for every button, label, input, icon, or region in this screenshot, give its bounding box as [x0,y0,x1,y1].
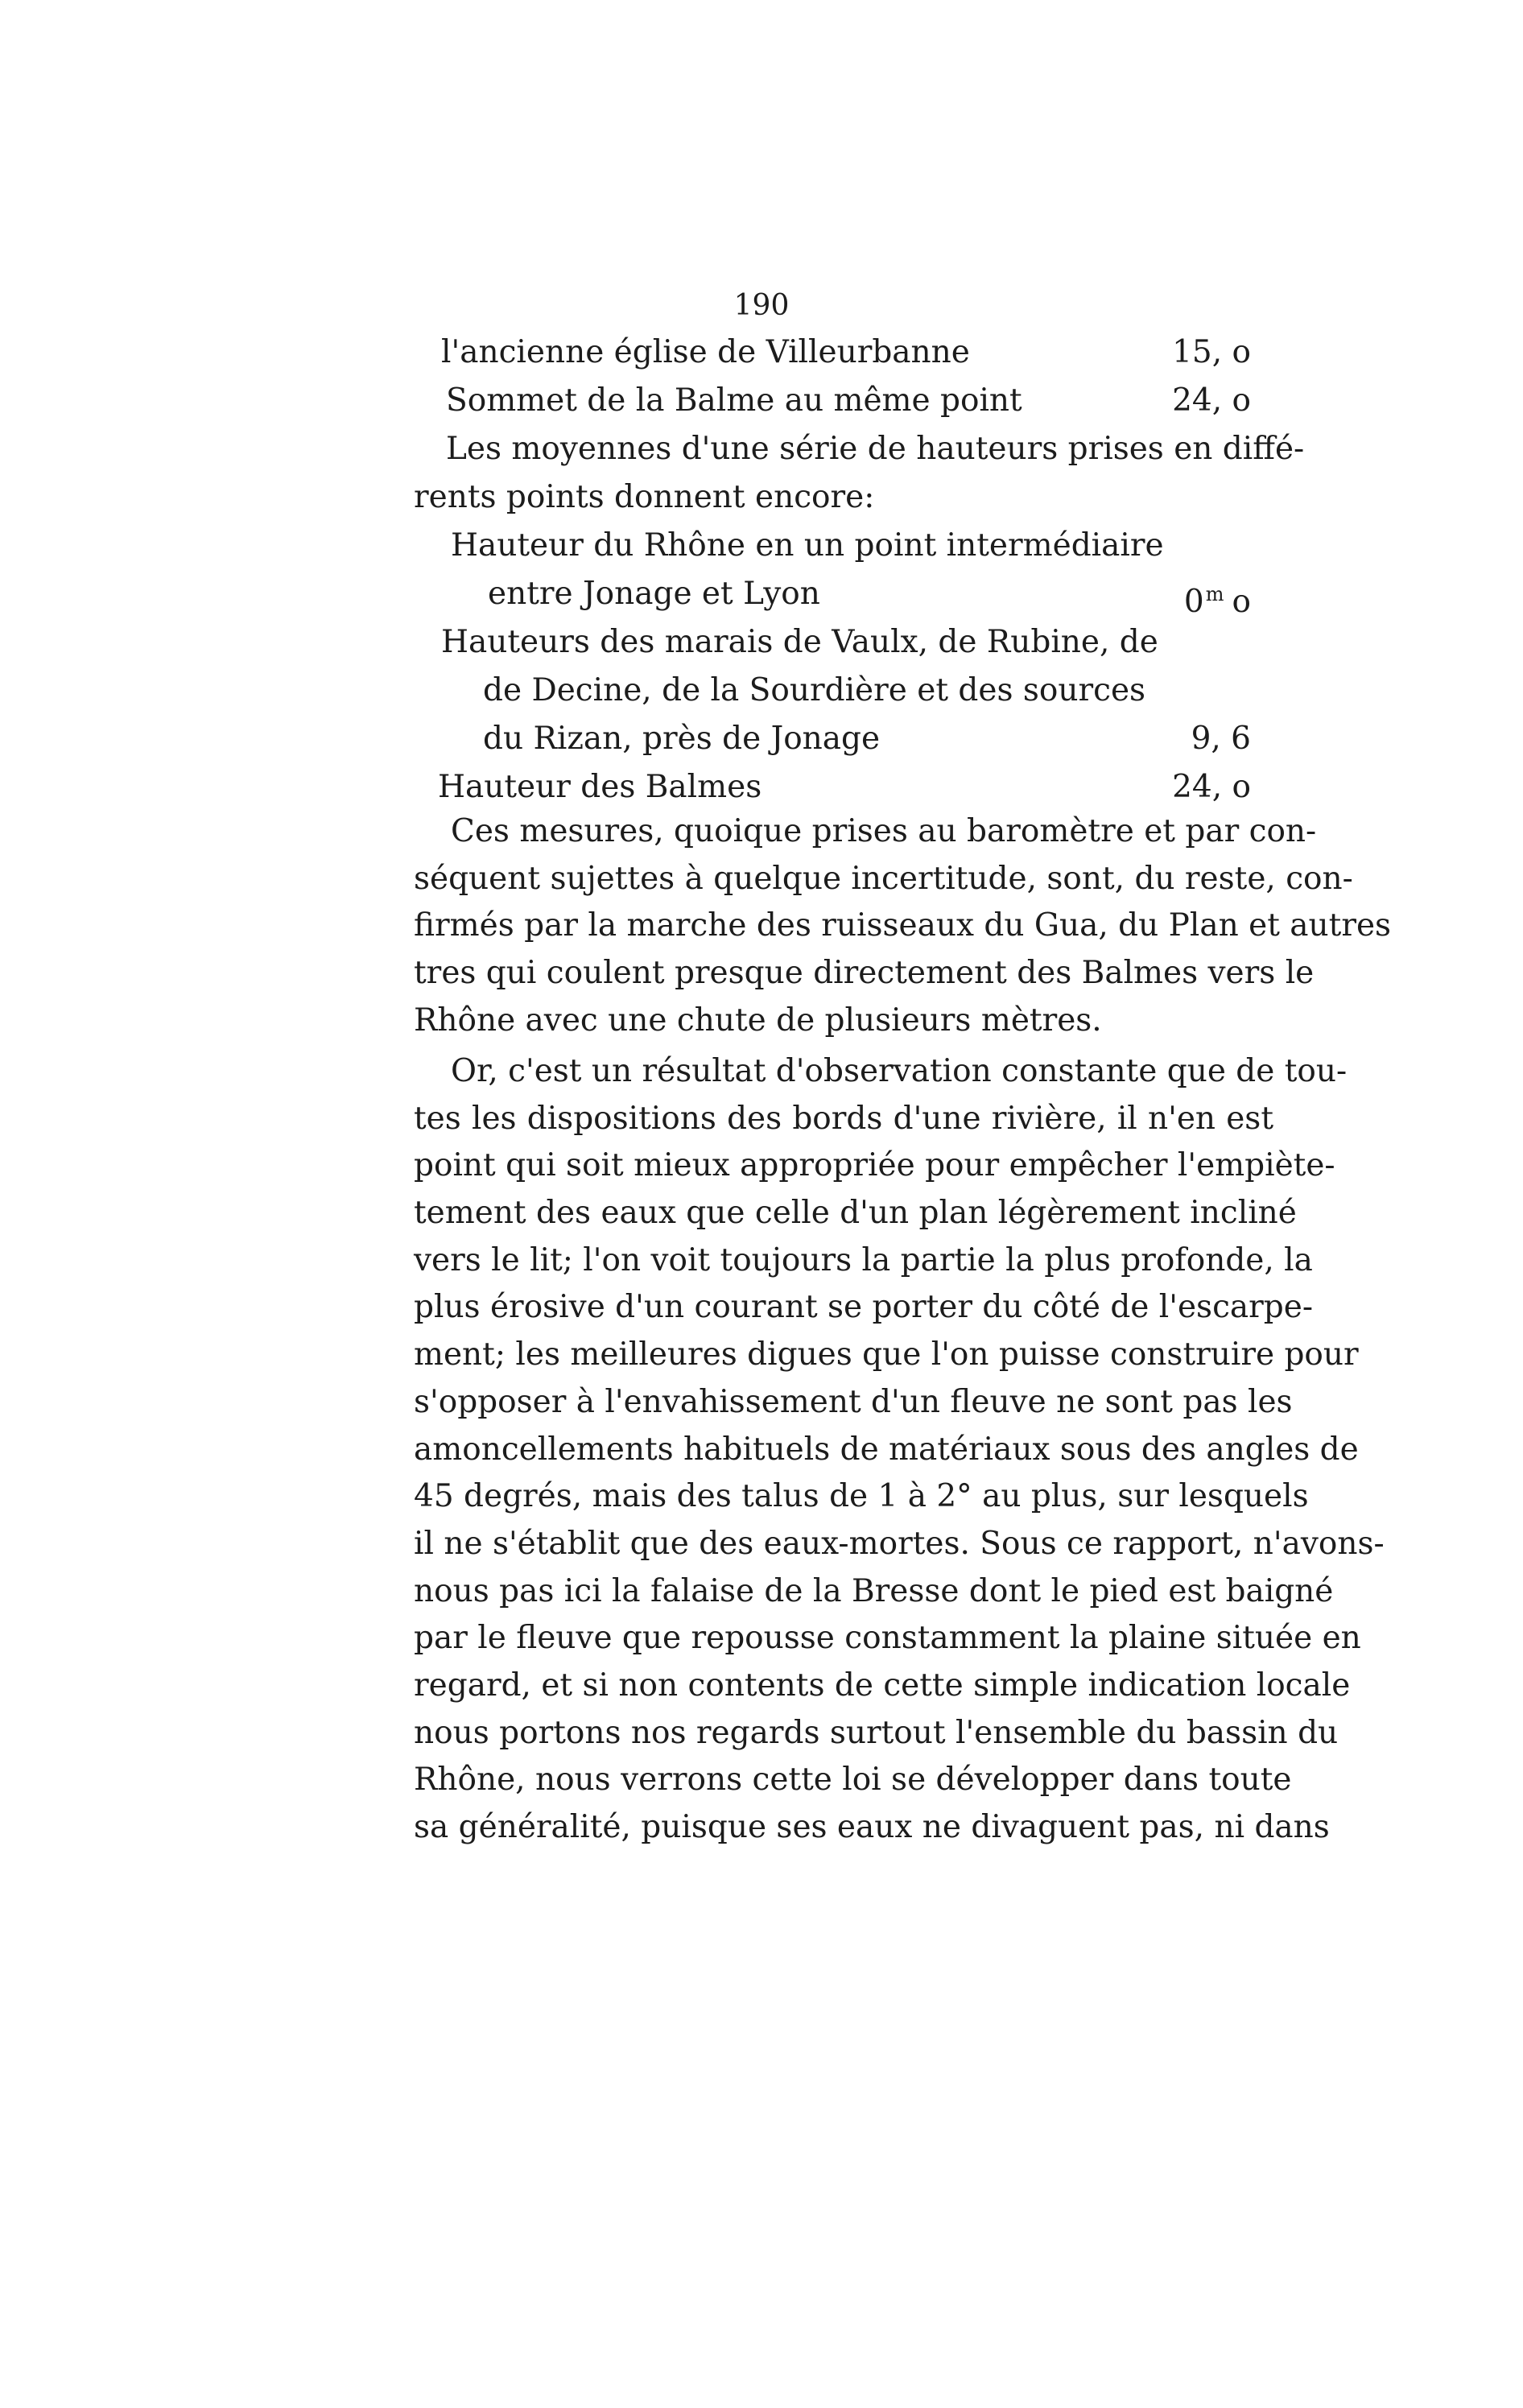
text-line: ment; les meilleures digues que l'on puisse construire pour [414,1336,1359,1373]
text-line: sa généralité, puisque ses eaux ne divaguent pas, ni dans [414,1809,1330,1845]
measurement-value: 24, o [1172,769,1251,805]
page-number: 190 [733,289,790,322]
intro-line [414,425,1305,473]
text-line: Rhône, nous verrons cette loi se développer dans toute [414,1762,1292,1799]
text-line: 45 degrés, mais des talus de 1 à 2° au plus, sur lesquels [414,1478,1309,1515]
text-line: regard, et si non contents de cette simple indication locale [414,1667,1351,1704]
intro-line [414,473,1273,522]
intro-line-text: rents points donnent encore: [414,479,875,515]
measurement-row-balmes [414,763,1273,812]
paragraph-measurements [414,808,1392,1044]
measurement-row-marais-cont [414,667,1273,715]
measurement-label: l'ancienne église de Villeurbanne [441,334,970,370]
measurement-row-marais-cont [414,715,1273,763]
text-line: tres qui coulent presque directement des Balmes vers le [414,955,1315,992]
text-line: point qui soit mieux appropriée pour empêcher l'empiète- [414,1147,1335,1184]
text-line: amoncellements habituels de matériaux sous des angles de [414,1431,1359,1468]
paragraph-observation [414,1048,1385,1852]
measurement-label: de Decine, de la Sourdière et des sources [483,672,1146,708]
text-line: séquent sujettes à quelque incertitude, sont, du reste, con- [414,860,1353,897]
value-unit: m [1205,583,1224,605]
measurement-value: 24, o [1172,382,1251,419]
measurement-label: Hauteurs des marais de Vaulx, de Rubine, de [441,624,1158,660]
measurement-value: 15, o [1172,334,1251,370]
text-line: Rhône avec une chute de plusieurs mètres. [414,1002,1102,1039]
text-line: nous portons nos regards surtout l'ensemble du bassin du [414,1714,1339,1751]
measurement-label: Hauteur du Rhône en un point intermédiaire [451,527,1164,564]
text-line: tes les dispositions des bords d'une rivière, il n'en est [414,1100,1273,1137]
text-line: s'opposer à l'envahissement d'un fleuve ne sont pas les [414,1383,1293,1420]
measurement-label: Sommet de la Balme au même point [446,382,1022,419]
measurement-value: 9, 6 [1191,721,1251,757]
text-line: nous pas ici la falaise de la Bresse dont le pied est baigné [414,1572,1334,1609]
text-line: vers le lit; l'on voit toujours la partie la plus profonde, la [414,1241,1313,1278]
text-line: firmés par la marche des ruisseaux du Gua, du Plan et autres [414,907,1392,944]
measurement-label: du Rizan, près de Jonage [483,721,881,757]
measurement-row-rhone [414,522,1273,570]
measurement-row-rhone-cont [414,570,1273,618]
text-line: Or, c'est un résultat d'observation constante que de tou- [451,1053,1348,1089]
value-number: 0 [1183,584,1204,620]
measurement-row-balme [414,377,1273,425]
measurement-label: entre Jonage et Lyon [488,576,820,612]
text-line: par le fleuve que repousse constamment la plaine située en [414,1620,1361,1657]
intro-line-text: Les moyennes d'une série de hauteurs prises en diffé- [446,431,1305,467]
value-decimal: o [1232,584,1251,620]
text-line: il ne s'établit que des eaux-mortes. Sous ce rapport, n'avons- [414,1525,1385,1562]
measurement-label: Hauteur des Balmes [438,769,762,805]
measurement-row-villeurbanne [414,328,1273,377]
text-line: plus érosive d'un courant se porter du côté de l'escarpe- [414,1289,1314,1326]
text-line: Ces mesures, quoique prises au baromètre et par con- [451,813,1317,849]
measurement-row-marais [414,618,1273,667]
text-line: tement des eaux que celle d'un plan légèrement incliné [414,1195,1297,1232]
